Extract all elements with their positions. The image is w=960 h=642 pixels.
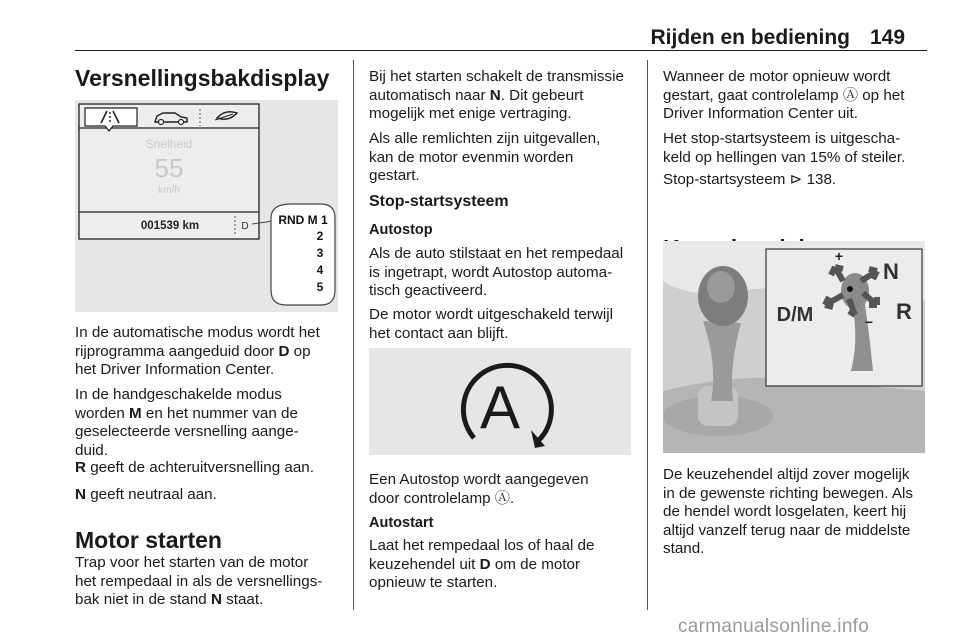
lever-plus-label: + xyxy=(834,248,844,264)
transmission-display-figure xyxy=(75,100,338,312)
speed-value: 55 xyxy=(154,153,184,183)
odometer-readout: 001539 km xyxy=(140,220,200,232)
paragraph-engine-off: De motor wordt uitgeschakeld terwijl het contact aan blijft. xyxy=(369,306,613,342)
paragraph-autostop-indicator: Een Autostop wordt aangegeven door controlelamp Ⓐ. xyxy=(369,471,589,507)
header-rule xyxy=(75,50,927,51)
page-reference-arrow-icon: ⊳ xyxy=(789,171,803,188)
stop-start-reference[interactable]: Stop-startsysteem ⊳ 138. xyxy=(663,171,837,188)
paragraph-autostart: Laat het rempedaal los of haal de keuzehendel uit D om de motor opnieuw te starten. xyxy=(369,537,595,591)
gear-indicator: D xyxy=(241,221,249,232)
speed-label: Snelheid xyxy=(145,137,193,151)
paragraph-transmission-start: Bij het starten schakelt de transmissie automatisch naar N. Dit gebeurt mogelijk met enige vertraging. xyxy=(369,68,624,122)
paragraph-engine-start: Trap voor het starten van de motor het rempedaal in als de versnellings- bak niet in de stand N staat. xyxy=(75,554,323,608)
paragraph-reverse: R geeft de achteruitversnelling aan. xyxy=(75,459,314,476)
paragraph-lever-usage: De keuzehendel altijd zover mogelijk in de gewenste richting bewegen. Als de hendel wordt losgelaten, keert hij altijd vanzelf terug naar de middelste stand. xyxy=(663,466,913,557)
gear-number: 3 xyxy=(316,246,324,260)
paragraph-slope: Het stop-startsysteem is uitgescha- keld op hellingen van 15% of steiler. xyxy=(663,130,906,166)
paragraph-autostop: Als de auto stilstaat en het rempedaal is ingetrapt, wordt Autostop automa- tisch geactiveerd. xyxy=(369,245,624,299)
page-number: 149 xyxy=(870,26,906,49)
gear-number: 2 xyxy=(316,229,324,243)
autostop-indicator-figure xyxy=(369,348,631,455)
column-divider-2 xyxy=(647,60,648,610)
lever-reverse-label: R xyxy=(896,299,912,324)
paragraph-neutral: N geeft neutraal aan. xyxy=(75,486,217,503)
section-heading-transmission-display: Versnellingsbakdisplay xyxy=(75,65,330,91)
autostop-letter: A xyxy=(479,374,521,441)
section-heading-stop-start: Stop-startsysteem xyxy=(369,193,509,210)
lever-drive-manual-label: D/M xyxy=(776,304,814,326)
running-header-title: Rijden en bediening xyxy=(650,26,850,49)
gear-callout xyxy=(271,204,335,305)
subheading-autostop: Autostop xyxy=(369,222,433,238)
selector-lever-figure xyxy=(663,241,925,453)
autostop-lamp-symbol: Ⓐ xyxy=(494,489,510,507)
lever-neutral-label: N xyxy=(883,259,899,284)
gear-callout-row: RND M 1 xyxy=(278,213,328,227)
autostop-a-icon xyxy=(369,348,631,455)
paragraph-restart: Wanneer de motor opnieuw wordt gestart, gaat controlelamp Ⓐ op het Driver Information Center uit. xyxy=(663,68,905,122)
gear-number: 4 xyxy=(316,263,324,277)
gear-number: 5 xyxy=(316,280,324,294)
lever-minus-label: − xyxy=(864,314,874,330)
paragraph-manual-mode: In de handgeschakelde modus worden M en het nummer van de geselecteerde versnelling aange- duid. xyxy=(75,386,299,459)
subheading-autostart: Autostart xyxy=(369,515,434,531)
paragraph-brake-lights: Als alle remlichten zijn uitgevallen, kan de motor evenmin worden gestart. xyxy=(369,130,601,184)
autostop-lamp-symbol: Ⓐ xyxy=(842,86,859,104)
speed-unit: km/h xyxy=(158,185,180,196)
column-divider-1 xyxy=(353,60,354,610)
paragraph-automatic-mode: In de automatische modus wordt het rijprogramma aangeduid door D op het Driver Information Center. xyxy=(75,324,320,378)
watermark: carmanualsonline.info xyxy=(678,616,870,637)
section-heading-engine-start: Motor starten xyxy=(75,527,222,553)
